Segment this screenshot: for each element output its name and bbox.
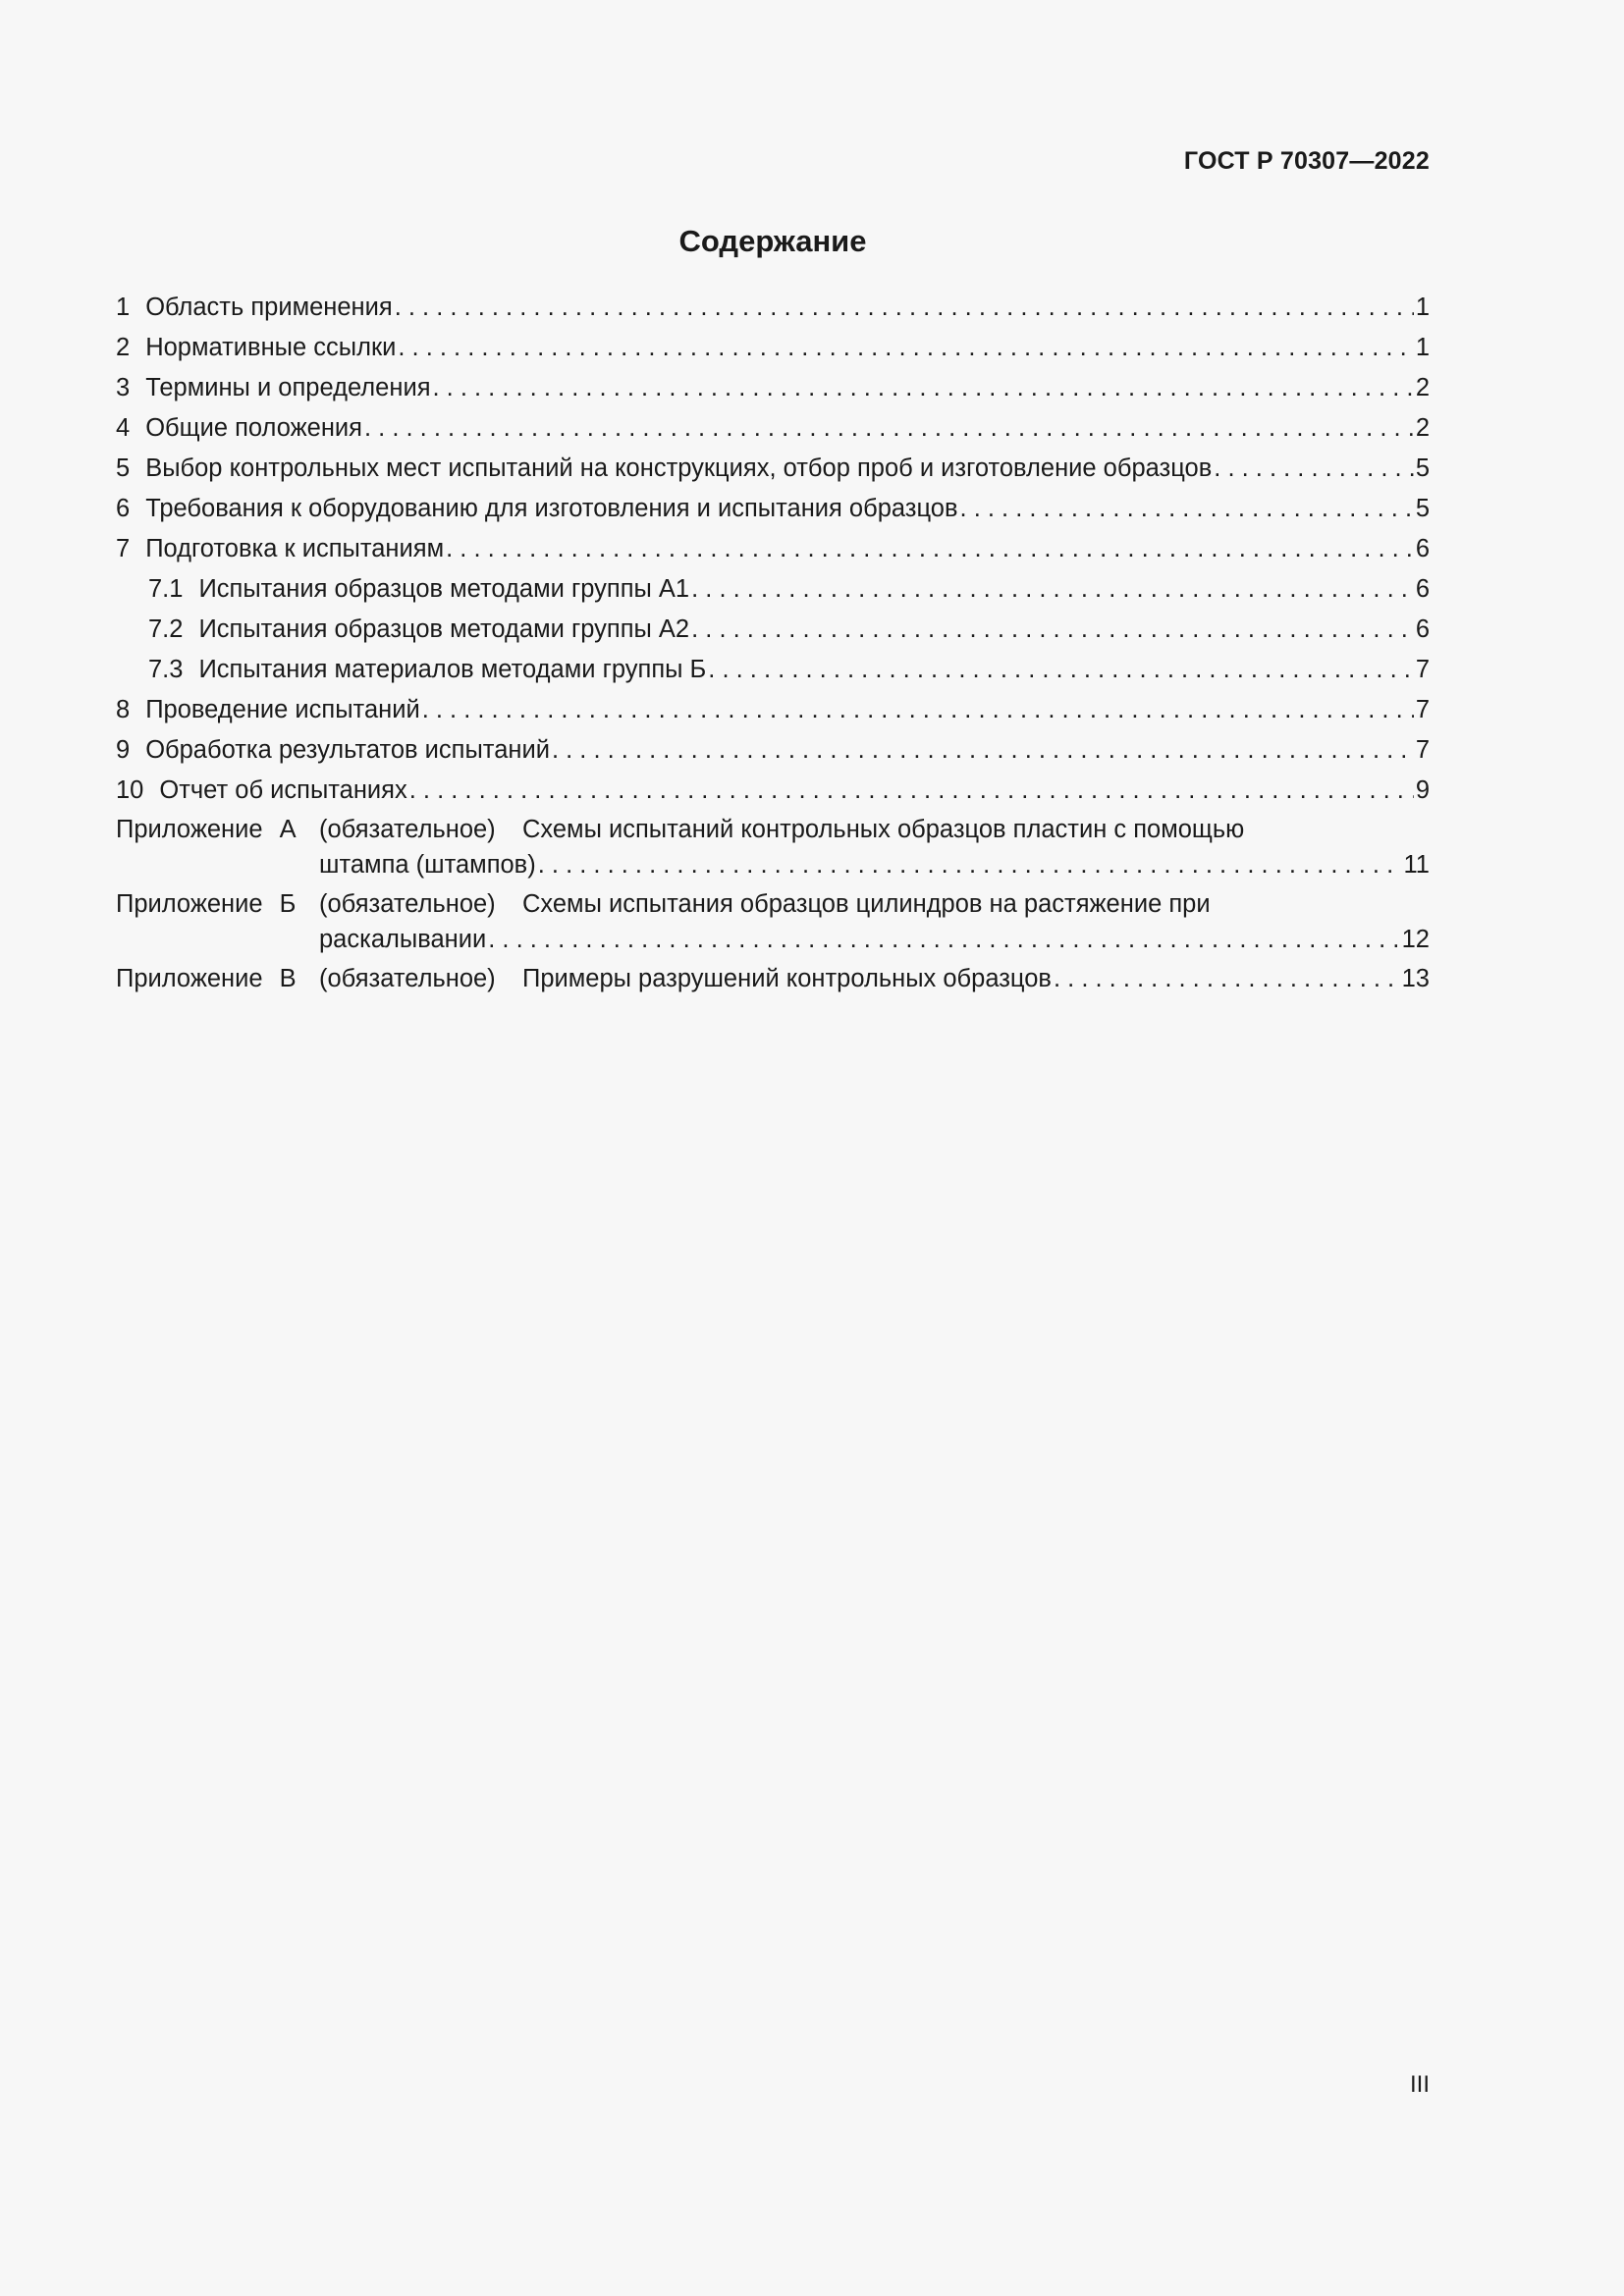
toc-entry-title: Выбор контрольных мест испытаний на конструкциях, отбор проб и изготовление образцов	[145, 454, 1213, 482]
toc-entry[interactable]	[116, 687, 1430, 727]
toc-entry[interactable]	[116, 446, 1430, 486]
toc-entry[interactable]	[116, 486, 1430, 526]
appendix-label-text: Приложение	[116, 816, 263, 843]
appendix-title-line2-text: штампа (штампов)	[319, 851, 536, 879]
toc-entry-page: 11	[1403, 851, 1430, 879]
appendix-body	[522, 961, 1430, 996]
toc-entry[interactable]	[116, 365, 1430, 405]
toc-entry-number: 7	[116, 535, 131, 562]
toc-entry-page: 9	[1415, 776, 1430, 804]
appendix-title-line1: Схемы испытания образцов цилиндров на растяжение при	[522, 890, 1211, 918]
toc-entry-page: 7	[1415, 696, 1430, 723]
toc-entry-page: 13	[1401, 965, 1430, 992]
toc-entry-title: Нормативные ссылки	[145, 334, 397, 361]
dot-leader	[398, 330, 1413, 365]
dot-leader	[422, 692, 1414, 727]
toc-entry-number: 4	[116, 414, 131, 442]
appendix-label	[116, 886, 319, 957]
toc-entry-number: 7.3	[148, 656, 184, 683]
toc-entry-number: 7.2	[148, 615, 184, 643]
dot-leader	[409, 773, 1414, 808]
toc-entry-page: 5	[1415, 495, 1430, 522]
dot-leader	[488, 922, 1399, 957]
table-of-contents	[116, 285, 1430, 996]
toc-entry-number: 2	[116, 334, 131, 361]
appendix-title-line1-text: Примеры разрушений контрольных образцов	[522, 965, 1052, 992]
toc-entry[interactable]	[116, 405, 1430, 446]
toc-entry-page: 1	[1415, 334, 1430, 361]
dot-leader	[960, 491, 1414, 526]
toc-title: Содержание	[678, 224, 867, 258]
appendix-status: (обязательное)	[319, 816, 496, 843]
appendix-letter: Б	[279, 890, 297, 918]
toc-entry[interactable]	[116, 526, 1430, 566]
toc-entry-title: Обработка результатов испытаний	[145, 736, 550, 764]
toc-entry-title: Испытания материалов методами группы Б	[198, 656, 707, 683]
toc-subentry[interactable]	[116, 647, 1430, 687]
appendix-label-text: Приложение	[116, 890, 263, 918]
toc-entry[interactable]	[116, 727, 1430, 768]
page-number: III	[1409, 2071, 1430, 2098]
dot-leader	[364, 410, 1414, 446]
toc-appendix-b[interactable]	[116, 886, 1430, 957]
appendix-title-line2-text: раскалывании	[319, 926, 487, 953]
toc-entry-page: 2	[1415, 414, 1430, 442]
toc-appendix-a[interactable]	[116, 812, 1430, 882]
toc-entry-page: 12	[1401, 926, 1430, 953]
toc-entry[interactable]	[116, 325, 1430, 365]
appendix-title-line1: Схемы испытаний контрольных образцов пластин с помощью	[522, 816, 1245, 843]
toc-subentry[interactable]	[116, 607, 1430, 647]
toc-entry-page: 7	[1415, 656, 1430, 683]
toc-entry-number: 5	[116, 454, 131, 482]
dot-leader	[552, 732, 1414, 768]
toc-entry-title: Подготовка к испытаниям	[145, 535, 445, 562]
toc-entry-number: 9	[116, 736, 131, 764]
toc-entry-title: Область применения	[145, 294, 393, 321]
dot-leader	[538, 847, 1402, 882]
toc-entry-title: Термины и определения	[145, 374, 431, 401]
toc-entry-title: Проведение испытаний	[145, 696, 420, 723]
appendix-status: (обязательное)	[319, 965, 496, 992]
dot-leader	[433, 370, 1414, 405]
toc-entry-page: 5	[1415, 454, 1430, 482]
dot-leader	[395, 290, 1414, 325]
appendix-label	[116, 961, 319, 996]
toc-entry-page: 1	[1415, 294, 1430, 321]
toc-entry-number: 1	[116, 294, 131, 321]
toc-entry[interactable]	[116, 768, 1430, 808]
toc-entry-page: 6	[1415, 535, 1430, 562]
toc-entry-title: Требования к оборудованию для изготовления и испытания образцов	[145, 495, 958, 522]
toc-entry-page: 6	[1415, 575, 1430, 603]
toc-entry-title: Испытания образцов методами группы А1	[198, 575, 690, 603]
appendix-label-text: Приложение	[116, 965, 263, 992]
appendix-status: (обязательное)	[319, 890, 496, 918]
toc-entry-page: 7	[1415, 736, 1430, 764]
toc-entry-number: 8	[116, 696, 131, 723]
toc-entry-number: 3	[116, 374, 131, 401]
toc-entry-title: Отчет об испытаниях	[159, 776, 407, 804]
dot-leader	[708, 652, 1414, 687]
toc-appendix-v[interactable]	[116, 961, 1430, 996]
toc-entry-number: 7.1	[148, 575, 184, 603]
appendix-letter: А	[279, 816, 297, 843]
document-code: ГОСТ Р 70307—2022	[1183, 147, 1430, 175]
toc-entry-number: 6	[116, 495, 131, 522]
appendix-title-line2	[319, 922, 1430, 957]
dot-leader	[446, 531, 1414, 566]
toc-entry-page: 6	[1415, 615, 1430, 643]
dot-leader	[1214, 451, 1414, 486]
dot-leader	[691, 612, 1414, 647]
toc-entry-page: 2	[1415, 374, 1430, 401]
toc-entry-title: Общие положения	[145, 414, 362, 442]
appendix-letter: В	[279, 965, 297, 992]
toc-subentry[interactable]	[116, 566, 1430, 607]
dot-leader	[691, 571, 1414, 607]
toc-entry-number: 10	[116, 776, 144, 804]
appendix-title-line1	[522, 961, 1430, 996]
toc-entry-title: Испытания образцов методами группы А2	[198, 615, 690, 643]
appendix-label	[116, 812, 319, 882]
toc-entry[interactable]	[116, 285, 1430, 325]
appendix-title-line2	[319, 847, 1430, 882]
dot-leader	[1054, 961, 1400, 996]
